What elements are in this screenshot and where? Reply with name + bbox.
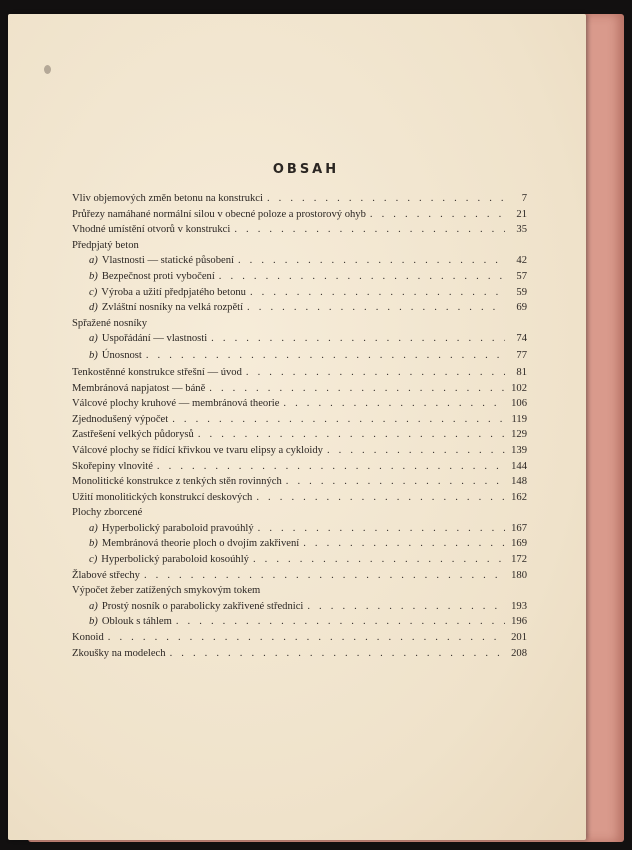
toc-entry-letter: a) — [89, 600, 98, 612]
toc-page-number: 129 — [511, 429, 527, 441]
page-spot — [44, 65, 51, 74]
toc-entry-label — [72, 238, 139, 254]
toc-entry-text: Membránová napjatost — báně — [72, 382, 206, 394]
toc-entry-text: Plochy zborcené — [72, 507, 143, 519]
toc-entry-label — [89, 614, 172, 630]
toc-entry-text: Konoid — [72, 632, 104, 644]
toc-entry — [72, 646, 527, 662]
toc-entry-letter: c) — [89, 554, 98, 566]
toc-subentry — [72, 269, 527, 285]
toc-entry — [72, 474, 527, 490]
table-of-contents — [72, 191, 527, 661]
toc-entry-label — [72, 630, 104, 646]
toc-entry — [72, 207, 527, 223]
toc-entry-text: Užití monolitických konstrukcí deskových — [72, 491, 253, 503]
toc-subentry — [72, 331, 527, 347]
toc-page-number: 169 — [511, 538, 527, 550]
toc-entry — [72, 427, 527, 443]
toc-entry — [72, 381, 527, 397]
toc-page-number: 144 — [511, 460, 527, 472]
toc-entry — [72, 490, 527, 506]
toc-subentry — [72, 521, 527, 537]
toc-entry-text: Bezpečnost proti vybočení — [101, 270, 215, 282]
toc-entry-text: Zastřešení velkých půdorysů — [72, 429, 194, 441]
toc-entry-text: Membránová theorie ploch o dvojím zakřivení — [101, 538, 300, 550]
toc-entry-text: Výroba a užití předpjatého betonu — [101, 286, 246, 298]
toc-leader-dots — [327, 443, 505, 459]
toc-entry — [72, 568, 527, 584]
toc-entry-text: Uspořádání — vlastnosti — [101, 333, 208, 345]
toc-leader-dots — [144, 568, 505, 584]
toc-page-number: 74 — [516, 333, 527, 345]
toc-subentry — [72, 253, 527, 269]
toc-entry-text: Spřažené nosníky — [72, 317, 148, 329]
toc-entry-letter: c) — [89, 286, 98, 298]
toc-entry-text: Prostý nosník o parabolicky zakřivené střednici — [101, 600, 304, 612]
toc-entry-label — [72, 316, 147, 332]
toc-page-number: 21 — [516, 208, 527, 220]
toc-entry-text: Žlabové střechy — [72, 569, 140, 581]
toc-leader-dots — [157, 459, 505, 475]
toc-entry-label — [89, 331, 207, 347]
toc-entry-text: Tenkostěnné konstrukce střešní — úvod — [72, 366, 242, 378]
toc-entry — [72, 443, 527, 459]
toc-leader-dots — [307, 599, 505, 615]
toc-entry-text: Monolitické konstrukce z tenkých stěn rovinných — [72, 476, 282, 488]
toc-page-number: 106 — [511, 398, 527, 410]
toc-page-number: 201 — [511, 632, 527, 644]
toc-leader-dots — [286, 474, 505, 490]
toc-leader-dots — [247, 300, 505, 316]
toc-entry-label — [72, 583, 260, 599]
toc-entry-label — [89, 285, 246, 301]
toc-entry-label — [89, 536, 299, 552]
toc-page-number: 172 — [511, 554, 527, 566]
toc-entry-label — [89, 521, 254, 537]
toc-entry-label — [72, 490, 252, 506]
toc-page-number: 180 — [511, 569, 527, 581]
toc-page-number: 162 — [511, 491, 527, 503]
toc-entry-letter: b) — [89, 538, 98, 550]
toc-leader-dots — [267, 191, 505, 207]
toc-entry-text: Zjednodušený výpočet — [72, 413, 169, 425]
toc-entry-text: Výpočet žeber zatížených smykovým tokem — [72, 585, 261, 597]
toc-leader-dots — [258, 521, 505, 537]
toc-leader-dots — [370, 207, 505, 223]
toc-page-number: 57 — [516, 270, 527, 282]
toc-entry-label — [89, 300, 243, 316]
toc-page-number: 35 — [516, 224, 527, 236]
toc-entry — [72, 630, 527, 646]
toc-leader-dots — [209, 381, 505, 397]
toc-entry-text: Vliv objemových změn betonu na konstrukci — [72, 193, 263, 204]
toc-entry-label — [72, 365, 242, 381]
toc-entry — [72, 191, 527, 207]
toc-entry-label — [89, 269, 215, 285]
toc-heading — [72, 316, 527, 332]
page-title: OBSAH — [272, 162, 340, 177]
toc-leader-dots — [234, 222, 505, 238]
toc-leader-dots — [246, 365, 505, 381]
toc-page-number: 77 — [516, 349, 527, 361]
toc-entry-text: Hyperbolický paraboloid pravoúhlý — [101, 522, 254, 534]
toc-entry-label — [89, 347, 142, 365]
toc-entry-letter: b) — [89, 349, 98, 361]
toc-page-number: 208 — [511, 647, 527, 659]
toc-leader-dots — [238, 253, 505, 269]
toc-entry-letter: b) — [89, 616, 98, 628]
toc-subentry — [72, 599, 527, 615]
toc-leader-dots — [253, 552, 505, 568]
toc-leader-dots — [198, 427, 505, 443]
toc-entry-letter: d) — [89, 302, 98, 314]
toc-page-number: 102 — [511, 382, 527, 394]
toc-entry-label — [72, 222, 230, 238]
toc-entry-label — [72, 412, 168, 428]
toc-subentry — [72, 614, 527, 630]
toc-entry-label — [72, 568, 140, 584]
toc-entry — [72, 365, 527, 381]
toc-page-number: 69 — [516, 302, 527, 314]
toc-entry-text: Válcové plochy kruhové — membránová theorie — [72, 398, 280, 410]
toc-heading — [72, 583, 527, 599]
toc-leader-dots — [146, 347, 505, 365]
toc-entry-label — [72, 459, 153, 475]
toc-subentry — [72, 347, 527, 365]
toc-entry-text: Vlastnosti — statické působení — [101, 255, 234, 267]
toc-entry-text: Průřezy namáhané normální silou v obecné poloze a prostorový ohyb — [72, 208, 366, 220]
toc-entry-label — [89, 599, 303, 615]
toc-subentry — [72, 552, 527, 568]
toc-subentry — [72, 536, 527, 552]
toc-entry-label — [72, 207, 366, 223]
toc-entry-letter: a) — [89, 333, 98, 345]
toc-leader-dots — [108, 630, 505, 646]
toc-page-number: 81 — [516, 366, 527, 378]
toc-entry-label — [72, 427, 194, 443]
toc-entry-label — [72, 396, 279, 412]
toc-entry-label — [89, 552, 249, 568]
toc-page-number: 139 — [511, 444, 527, 456]
toc-entry-text: Zkoušky na modelech — [72, 647, 166, 659]
toc-leader-dots — [211, 331, 505, 347]
toc-page-number: 148 — [511, 476, 527, 488]
toc-leader-dots — [172, 412, 505, 428]
toc-entry-label — [72, 381, 205, 397]
toc-page-number: 196 — [511, 616, 527, 628]
toc-page-number: 42 — [516, 255, 527, 267]
toc-leader-dots — [256, 490, 505, 506]
toc-subentry — [72, 300, 527, 316]
toc-entry-text: Předpjatý beton — [72, 239, 139, 251]
toc-leader-dots — [170, 646, 505, 662]
toc-entry-text: Skořepiny vlnovité — [72, 460, 153, 472]
toc-page-number: 167 — [511, 522, 527, 534]
toc-entry-label — [72, 191, 263, 207]
toc-page-number: 193 — [511, 600, 527, 612]
toc-page-number: 119 — [511, 413, 527, 425]
toc-entry — [72, 222, 527, 238]
toc-entry-text: Zvláštní nosníky na velká rozpětí — [101, 302, 244, 314]
toc-entry-text: Válcové plochy se řídící křivkou ve tvaru elipsy a cykloidy — [72, 444, 323, 456]
toc-entry — [72, 396, 527, 412]
toc-entry — [72, 412, 527, 428]
toc-entry-letter: b) — [89, 270, 98, 282]
toc-page-number: 59 — [516, 286, 527, 298]
toc-leader-dots — [303, 536, 505, 552]
toc-entry — [72, 459, 527, 475]
toc-entry-label — [72, 474, 282, 490]
toc-heading — [72, 238, 527, 254]
toc-entry-letter: a) — [89, 522, 98, 534]
toc-entry-label — [72, 505, 142, 521]
toc-heading — [72, 505, 527, 521]
toc-leader-dots — [250, 285, 505, 301]
toc-entry-letter: a) — [89, 255, 98, 267]
toc-entry-label — [72, 646, 166, 662]
toc-entry-label — [89, 253, 234, 269]
toc-entry-text: Vhodné umístění otvorů v konstrukci — [72, 224, 231, 236]
toc-leader-dots — [283, 396, 505, 412]
toc-entry-label — [72, 443, 323, 459]
toc-entry-text: Oblouk s táhlem — [101, 616, 172, 628]
toc-entry-text: Únosnost — [101, 349, 142, 361]
toc-subentry — [72, 285, 527, 301]
toc-page-number: 7 — [521, 193, 527, 204]
toc-entry-text: Hyperbolický paraboloid kosoúhlý — [101, 554, 249, 566]
toc-leader-dots — [176, 614, 505, 630]
toc-leader-dots — [219, 269, 505, 285]
